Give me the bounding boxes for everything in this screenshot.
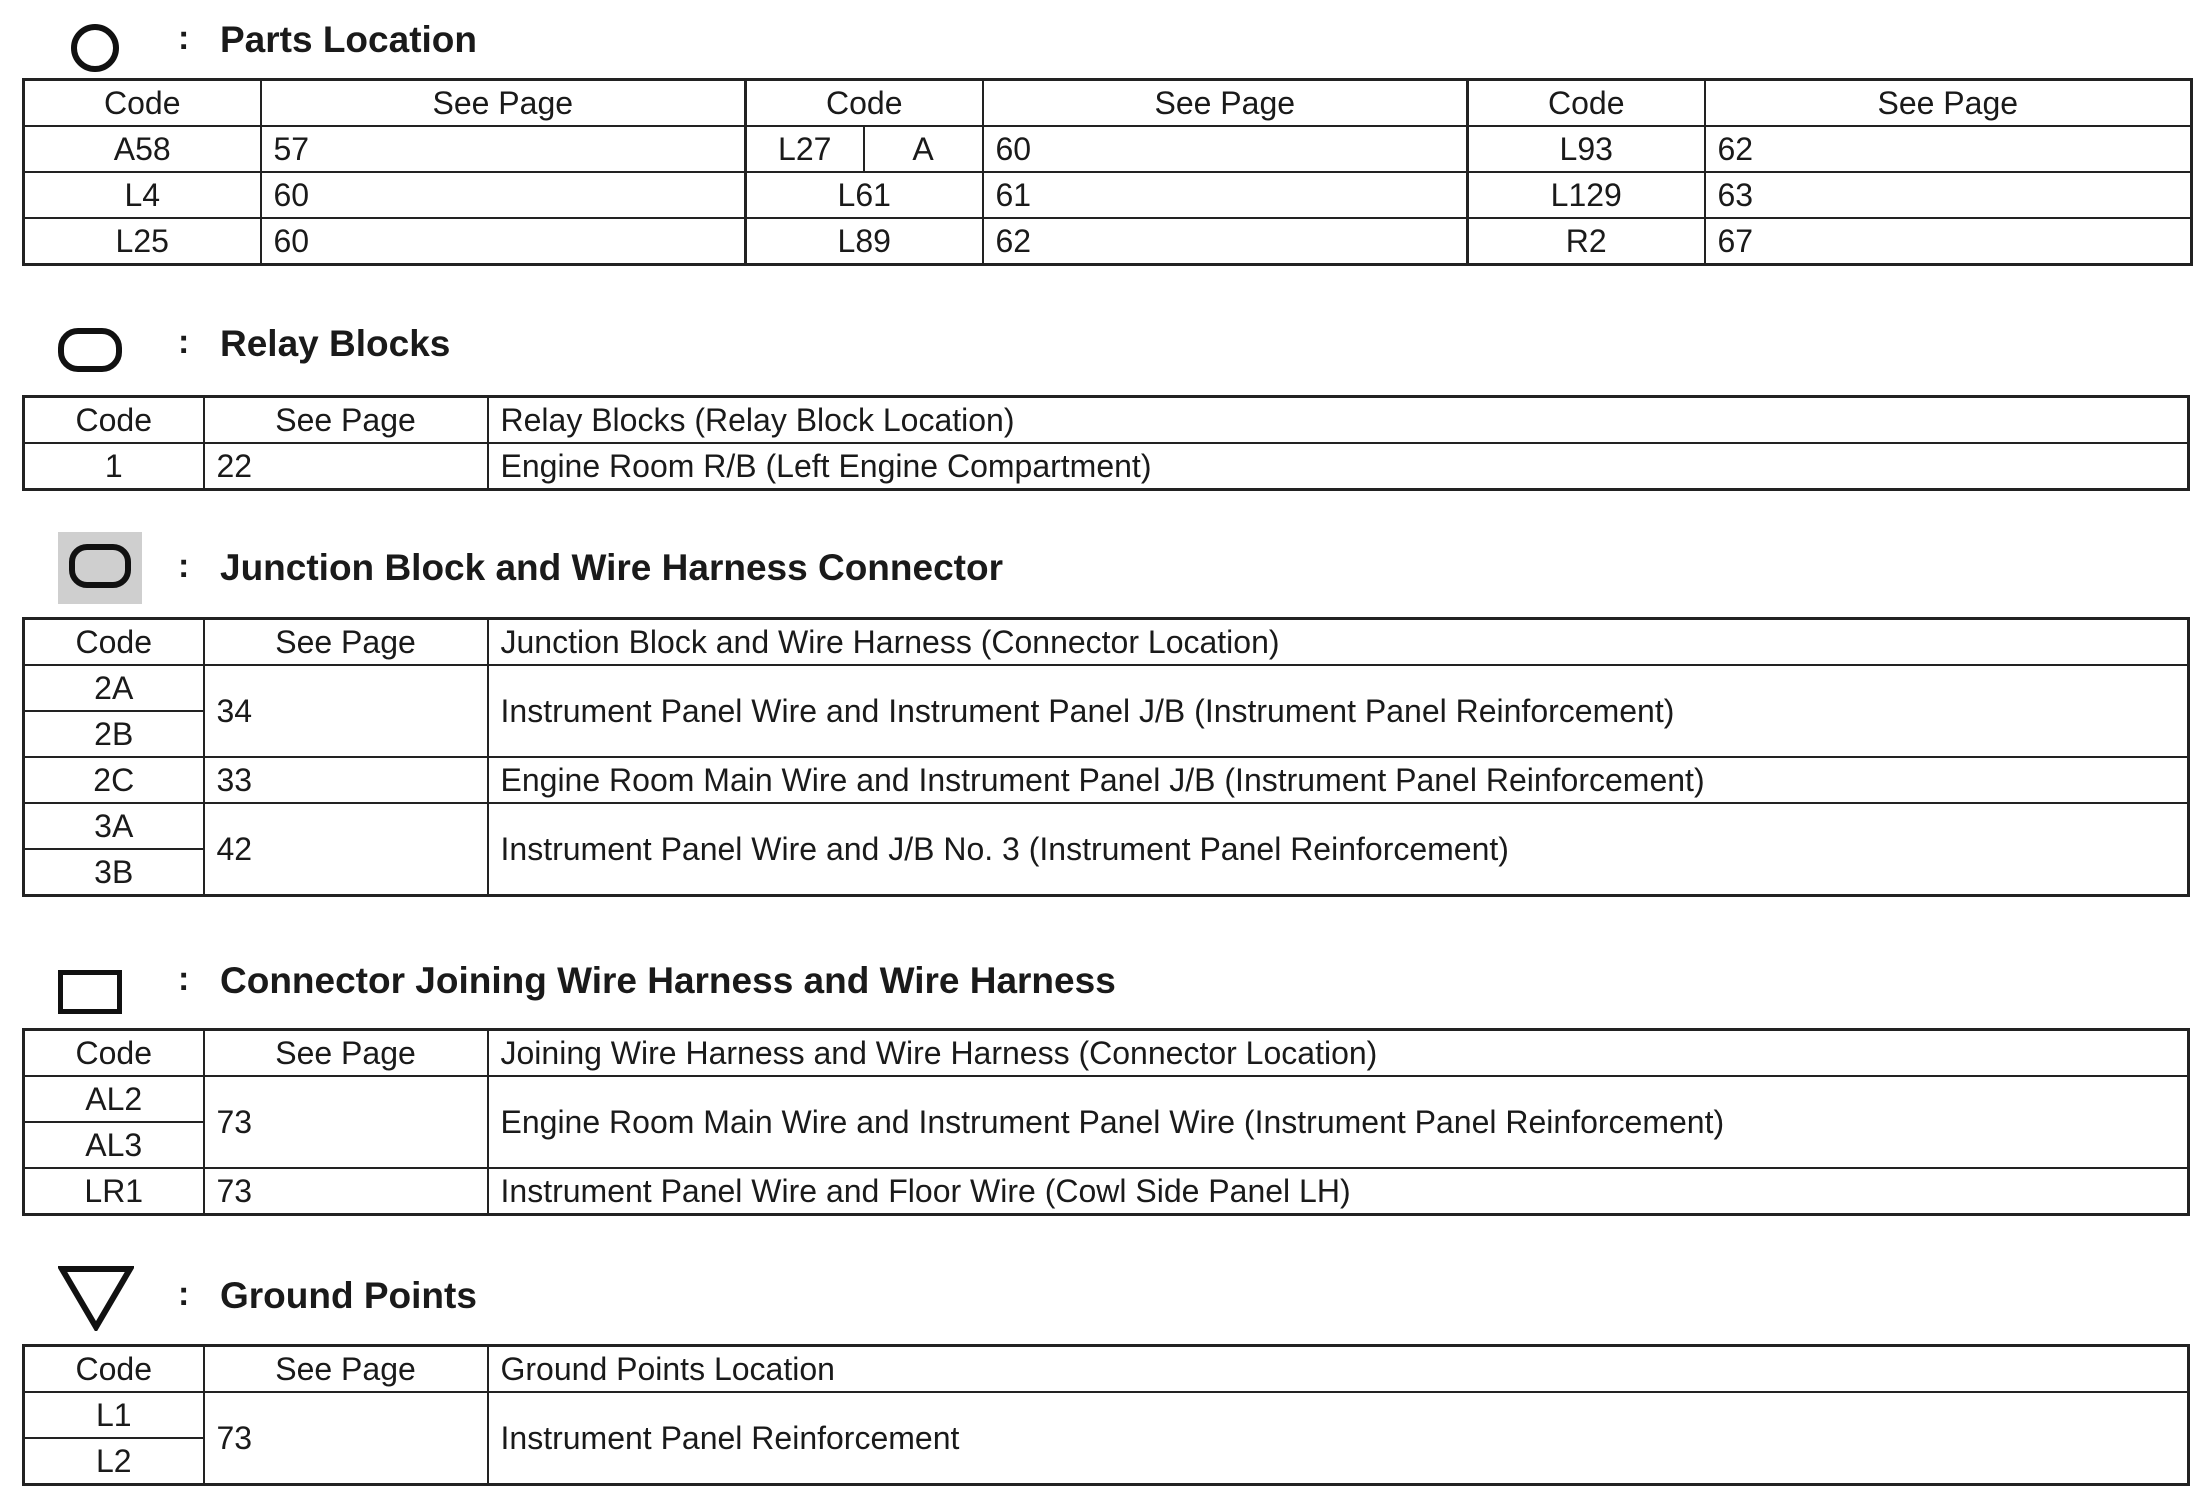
page-cell: 34 <box>204 665 488 757</box>
table-header-row <box>24 619 2189 666</box>
header-code: Code <box>24 1030 204 1077</box>
page-cell: 63 <box>1705 172 2192 218</box>
table-row <box>24 757 2189 803</box>
code-cell: L1 <box>24 1392 204 1438</box>
description-cell: Instrument Panel Wire and Floor Wire (Cowl Side Panel LH) <box>488 1168 2189 1215</box>
code-cell: R2 <box>1468 218 1705 265</box>
header-description: Junction Block and Wire Harness (Connector Location) <box>488 619 2189 666</box>
page-cell: 57 <box>261 126 746 172</box>
table-row <box>24 1076 2189 1122</box>
description-cell: Engine Room R/B (Left Engine Compartment) <box>488 443 2189 490</box>
code-suffix-cell: A <box>864 126 983 172</box>
page-cell: 62 <box>983 218 1468 265</box>
header-code: Code <box>24 619 204 666</box>
page-cell: 33 <box>204 757 488 803</box>
table-header-row <box>24 1346 2189 1393</box>
page-cell: 60 <box>983 126 1468 172</box>
table-header-row <box>24 397 2189 444</box>
table-row <box>24 126 2192 172</box>
section-title: Relay Blocks <box>220 323 451 364</box>
code-cell: 2A <box>24 665 204 711</box>
table-row <box>24 443 2189 490</box>
junction-block-heading <box>0 527 1200 597</box>
page-cell: 42 <box>204 803 488 896</box>
heading-colon: : <box>178 323 190 361</box>
page-cell: 22 <box>204 443 488 490</box>
code-cell: L61 <box>746 172 983 218</box>
table-row <box>24 1392 2189 1438</box>
table-header-row <box>24 1030 2189 1077</box>
junction-block-table <box>22 617 2190 897</box>
relay-blocks-heading <box>0 305 800 375</box>
table-row <box>24 1168 2189 1215</box>
header-description: Ground Points Location <box>488 1346 2189 1393</box>
header-description: Joining Wire Harness and Wire Harness (Connector Location) <box>488 1030 2189 1077</box>
header-code: Code <box>24 80 261 127</box>
header-see-page: See Page <box>204 1346 488 1393</box>
section-title: Junction Block and Wire Harness Connector <box>220 547 1003 588</box>
page-cell: 73 <box>204 1168 488 1215</box>
page-cell: 61 <box>983 172 1468 218</box>
description-cell: Instrument Panel Wire and J/B No. 3 (Instrument Panel Reinforcement) <box>488 803 2189 896</box>
page-cell: 60 <box>261 218 746 265</box>
circle-icon <box>71 24 119 72</box>
page-cell: 67 <box>1705 218 2192 265</box>
parts-location-table <box>22 78 2193 266</box>
heading-colon: : <box>178 1275 190 1313</box>
header-code: Code <box>746 80 983 127</box>
code-cell: 1 <box>24 443 204 490</box>
header-see-page: See Page <box>204 397 488 444</box>
code-cell: L4 <box>24 172 261 218</box>
code-cell: 2B <box>24 711 204 757</box>
rounded-rect-icon <box>58 328 122 372</box>
code-cell: LR1 <box>24 1168 204 1215</box>
code-cell: AL2 <box>24 1076 204 1122</box>
code-cell: L129 <box>1468 172 1705 218</box>
header-see-page: See Page <box>1705 80 2192 127</box>
shaded-rounded-rect-icon <box>69 544 131 588</box>
section-title: Parts Location <box>220 19 477 60</box>
header-see-page: See Page <box>204 619 488 666</box>
code-cell: L27 <box>746 126 864 172</box>
relay-blocks-table <box>22 395 2190 491</box>
header-see-page: See Page <box>261 80 746 127</box>
ground-points-heading <box>0 1255 800 1325</box>
rectangle-icon <box>58 970 122 1014</box>
section-title: Connector Joining Wire Harness and Wire Harness <box>220 960 1116 1001</box>
heading-colon: : <box>178 960 190 998</box>
description-cell: Engine Room Main Wire and Instrument Panel Wire (Instrument Panel Reinforcement) <box>488 1076 2189 1168</box>
code-cell: A58 <box>24 126 261 172</box>
connector-joining-heading <box>0 940 1300 1010</box>
page-cell: 62 <box>1705 126 2192 172</box>
page-cell: 60 <box>261 172 746 218</box>
description-cell: Instrument Panel Wire and Instrument Panel J/B (Instrument Panel Reinforcement) <box>488 665 2189 757</box>
code-cell: 3B <box>24 849 204 896</box>
parts-location-heading <box>0 5 800 75</box>
code-cell: L93 <box>1468 126 1705 172</box>
table-row <box>24 665 2189 711</box>
table-row <box>24 172 2192 218</box>
ground-points-table <box>22 1344 2190 1486</box>
header-see-page: See Page <box>204 1030 488 1077</box>
header-description: Relay Blocks (Relay Block Location) <box>488 397 2189 444</box>
table-row <box>24 803 2189 849</box>
code-cell: L89 <box>746 218 983 265</box>
heading-colon: : <box>178 547 190 585</box>
description-cell: Engine Room Main Wire and Instrument Panel J/B (Instrument Panel Reinforcement) <box>488 757 2189 803</box>
code-cell: L25 <box>24 218 261 265</box>
header-code: Code <box>24 1346 204 1393</box>
code-cell: 3A <box>24 803 204 849</box>
header-code: Code <box>1468 80 1705 127</box>
heading-colon: : <box>178 19 190 57</box>
header-see-page: See Page <box>983 80 1468 127</box>
section-title: Ground Points <box>220 1275 477 1316</box>
code-cell: 2C <box>24 757 204 803</box>
code-cell: AL3 <box>24 1122 204 1168</box>
page-cell: 73 <box>204 1076 488 1168</box>
description-cell: Instrument Panel Reinforcement <box>488 1392 2189 1485</box>
connector-joining-table <box>22 1028 2190 1216</box>
triangle-icon <box>58 1265 134 1331</box>
table-header-row <box>24 80 2192 127</box>
table-row <box>24 218 2192 265</box>
header-code: Code <box>24 397 204 444</box>
page-cell: 73 <box>204 1392 488 1485</box>
code-cell: L2 <box>24 1438 204 1485</box>
